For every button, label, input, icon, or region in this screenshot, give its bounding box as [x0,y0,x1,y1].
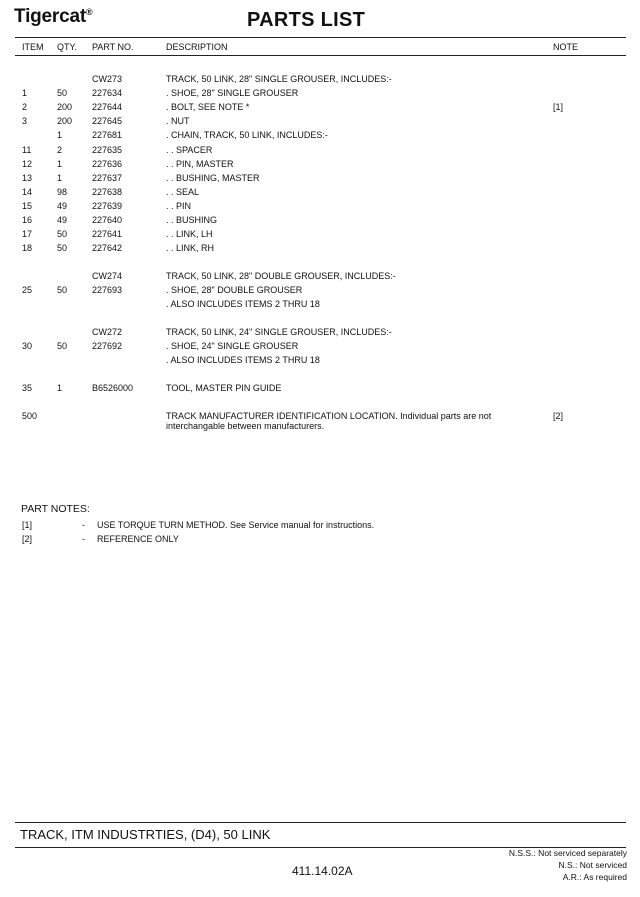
cell-part-no: 227638 [92,187,123,197]
cell-item: 11 [22,145,32,155]
table-row [0,299,640,312]
cell-description: . . BUSHING, MASTER [166,173,260,183]
cell-part-no: 227637 [92,173,123,183]
table-row [0,159,640,172]
cell-description: . SHOE, 24" SINGLE GROUSER [166,341,299,351]
cell-description: . ALSO INCLUDES ITEMS 2 THRU 18 [166,355,320,365]
cell-description: . . LINK, LH [166,229,213,239]
abbreviation-legend [509,847,627,883]
cell-item: 35 [22,383,33,393]
cell-description: . SHOE, 28" DOUBLE GROUSER [166,285,303,295]
cell-description: . . SPACER [166,145,213,155]
cell-part-no: 227645 [92,116,123,126]
table-row [0,88,640,101]
table-row [0,285,640,298]
cell-description: TRACK, 50 LINK, 28" SINGLE GROUSER, INCLUDES:- [166,74,392,84]
legend-ns: N.S.: Not serviced [558,860,627,870]
part-note-ref: [2] [22,534,33,544]
table-row [0,130,640,143]
cell-description: . . PIN [166,201,192,211]
cell-item: 15 [22,201,33,211]
cell-description: . . BUSHING [166,215,218,225]
cell-item: 14 [22,187,33,197]
cell-qty: 50 [57,229,68,239]
cell-part-no: 227634 [92,88,123,98]
table-row [0,383,640,396]
cell-part-no: B6526000 [92,383,134,393]
part-note-text: USE TORQUE TURN METHOD. See Service manual for instructions. [97,520,375,530]
cell-description: . . PIN, MASTER [166,159,234,169]
cell-item: 2 [22,102,28,112]
legend-ar: A.R.: As required [562,872,627,882]
table-row [0,215,640,228]
column-header-description: DESCRIPTION [166,42,228,52]
cell-qty: 49 [57,215,68,225]
cell-qty: 1 [57,383,63,393]
cell-qty: 200 [57,116,73,126]
cell-part-no: 227692 [92,341,123,351]
table-row [0,201,640,214]
cell-qty: 1 [57,130,63,140]
table-row [0,411,640,433]
cell-description: . NUT [166,116,190,126]
part-note [0,534,640,547]
cell-item: 30 [22,341,33,351]
brand-name: Tigercat [14,6,86,27]
table-row [0,355,640,368]
cell-qty: 200 [57,102,73,112]
cell-item: 3 [22,116,28,126]
table-row [0,229,640,242]
cell-part-no: 227640 [92,215,123,225]
cell-part-no: 227636 [92,159,123,169]
cell-part-no: 227693 [92,285,123,295]
cell-description: TRACK, 50 LINK, 24" SINGLE GROUSER, INCLUDES:- [166,327,392,337]
cell-part-no: CW273 [92,74,123,84]
cell-item: 13 [22,173,33,183]
cell-qty: 1 [57,173,63,183]
table-row [0,102,640,115]
page-title: PARTS LIST [247,9,366,31]
cell-item: 16 [22,215,33,225]
cell-description: . BOLT, SEE NOTE * [166,102,250,112]
cell-part-no: CW274 [92,271,123,281]
table-row [0,341,640,354]
cell-part-no: 227681 [92,130,123,140]
part-note [0,520,640,533]
cell-qty: 49 [57,201,68,211]
table-row [0,116,640,129]
cell-description: . SHOE, 28" SINGLE GROUSER [166,88,299,98]
footer-title: TRACK, ITM INDUSTRTIES, (D4), 50 LINK [20,827,271,842]
part-note-ref: [1] [22,520,33,530]
cell-qty: 50 [57,243,68,253]
cell-part-no: 227644 [92,102,123,112]
cell-note: [2] [553,411,564,421]
cell-part-no: 227639 [92,201,123,211]
part-note-dash: - [82,520,85,530]
cell-description: TRACK, 50 LINK, 28" DOUBLE GROUSER, INCLUDES:- [166,271,396,281]
part-note-text: REFERENCE ONLY [97,534,179,544]
cell-note: [1] [553,102,564,112]
cell-item: 1 [22,88,28,98]
legend-nss: N.S.S.: Not serviced separately [508,848,627,858]
cell-item: 18 [22,243,33,253]
table-row [0,145,640,158]
page-number: 411.14.02A [292,864,353,878]
cell-description: . . LINK, RH [166,243,215,253]
cell-qty: 50 [57,285,68,295]
cell-qty: 98 [57,187,68,197]
cell-item: 25 [22,285,33,295]
table-row [0,271,640,284]
registered-mark: ® [85,7,93,17]
table-row [0,243,640,256]
cell-description: TOOL, MASTER PIN GUIDE [166,383,282,393]
cell-item: 12 [22,159,33,169]
table-row [0,187,640,200]
cell-description: . CHAIN, TRACK, 50 LINK, INCLUDES:- [166,130,328,140]
part-note-dash: - [82,534,85,544]
cell-part-no: CW272 [92,327,123,337]
table-row [0,74,640,87]
cell-qty: 1 [57,159,63,169]
cell-part-no: 227642 [92,243,123,253]
cell-description: . ALSO INCLUDES ITEMS 2 THRU 18 [166,299,320,309]
column-header-note: NOTE [553,42,579,52]
cell-item: 500 [22,411,38,421]
cell-part-no: 227641 [92,229,123,239]
table-row [0,327,640,340]
column-header-part-no: PART NO. [92,42,134,52]
cell-part-no: 227635 [92,145,123,155]
footer-title-box [15,822,626,848]
column-header-item: ITEM [22,42,44,52]
brand-logo [14,6,92,28]
column-header-qty: QTY. [57,42,77,52]
cell-qty: 50 [57,341,68,351]
cell-qty: 2 [57,145,63,155]
cell-description: TRACK MANUFACTURER IDENTIFICATION LOCATION. Individual parts are not interchangable between manufacturers. [166,411,492,431]
cell-item: 17 [22,229,33,239]
part-notes-title: PART NOTES: [21,503,90,515]
table-header [15,37,626,56]
cell-description: . . SEAL [166,187,200,197]
table-row [0,173,640,186]
cell-qty: 50 [57,88,68,98]
